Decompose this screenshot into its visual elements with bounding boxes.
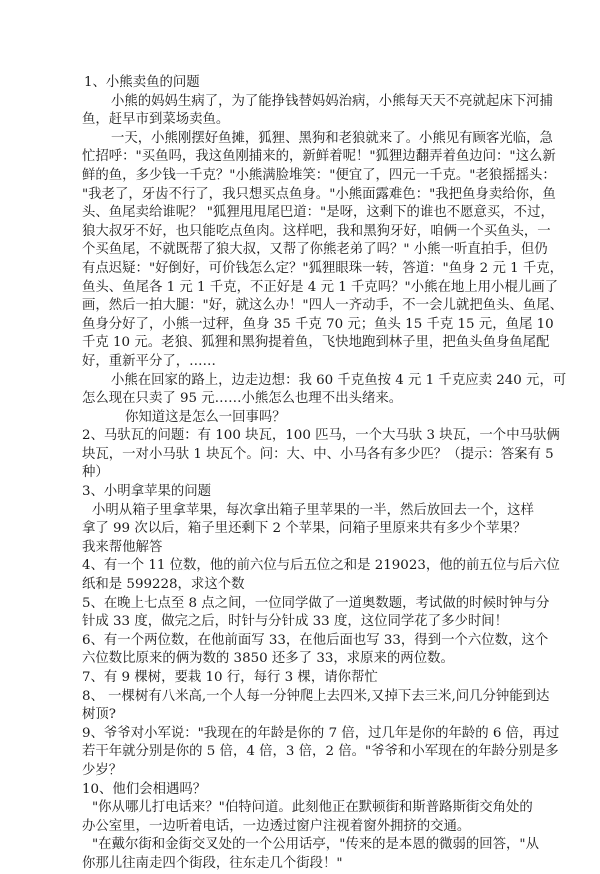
text-line: 有点迟疑："好倒好，可价钱怎么定？"狐狸眼珠一转，答道："鱼身 2 元 1 千克，: [82, 260, 564, 276]
text-line: 鱼头、鱼尾各 1 元 1 千克，不正好是 4 元 1 千克吗？"小熊在地上用小棍儿画了: [82, 279, 559, 295]
text-line: "我老了，牙齿不行了，我只想买点鱼身。"小熊面露难色："我把鱼身卖给你，鱼: [82, 186, 556, 202]
text-line: 一天，小熊刚摆好鱼摊，狐狸、黑狗和老狼就来了。小熊见有顾客光临，急: [111, 130, 553, 146]
text-line: 鲜的鱼，多少钱一千克？"小熊满脸堆笑："便宜了，四元一千克。"老狼摇摇头：: [82, 167, 556, 183]
text-line: 怎么现在只卖了 95 元……小熊怎么也理不出头绪来。: [82, 391, 403, 407]
text-line: 个买鱼尾，不就既帮了狼大叔，又帮了你熊老弟了吗？" 小熊一听直拍手，但仍: [82, 242, 548, 258]
text-line: 7、有 9 棵树，要栽 10 行，每行 3 棵，请你帮忙: [82, 670, 378, 685]
text-line: 拿了 99 次以后，箱子里还剩下 2 个苹果，问箱子里原来共有多少个苹果？: [82, 521, 527, 537]
text-line: 小熊在回家的路上，边走边想：我 60 千克鱼按 4 元 1 千克应卖 240 元，可: [111, 372, 567, 388]
text-line: 千克 10 元。老狼、狐狸和黑狗提着鱼，飞快地跑到林子里，把鱼头鱼身鱼尾配: [82, 335, 550, 351]
text-line: 纸和是 599228，求这个数: [82, 577, 245, 593]
text-line: 9、爷爷对小军说："我现在的年龄是你的 7 倍，过几年是你的年龄的 6 倍，再过: [82, 725, 560, 741]
text-line: 鱼，赶早市到菜场卖鱼。: [82, 112, 230, 128]
text-line: 树顶?: [82, 707, 116, 723]
text-line: 你知道这是怎么一回事吗？: [125, 409, 286, 425]
text-line: 1、小熊卖鱼的问题: [84, 75, 200, 90]
text-line: 8、 一棵树有八米高,一个人每一分钟爬上去四米,又掉下去三米,问几分钟能到达: [82, 688, 550, 704]
text-line: 2、马驮瓦的问题：有 100 块瓦，100 匹马，一个大马驮 3 块瓦，一个中马驮俩: [82, 428, 560, 444]
text-line: 办公室里，一边听着电话，一边透过窗户注视着窗外拥挤的交通。: [82, 818, 471, 834]
document-page: [82, 74, 567, 874]
text-line: 我来帮他解答: [82, 539, 163, 555]
text-line: 头、鱼尾卖给谁呢？ "狐狸甩甩尾巴道："是呀，这剩下的谁也不愿意买，不过，: [82, 205, 554, 221]
text-line: 10、他们会相遇吗？: [82, 781, 207, 797]
text-line: 忙招呼："买鱼吗，我这鱼刚捕来的，新鲜着呢！"狐狸边翻弄着鱼边问："这么新: [82, 149, 556, 165]
text-line: 小明从箱子里拿苹果，每次拿出箱子里苹果的一半，然后放回去一个，这样: [92, 502, 534, 518]
text-line: 4、有一个 11 位数，他的前六位与后五位之和是 219023，他的前五位与后六位: [82, 558, 560, 574]
text-line: 块瓦，一对小马驮 1 块瓦个。问：大、中、小马各有多少匹？（提示：答案有 5: [82, 446, 554, 462]
text-line: 6、有一个两位数，在他前面写 33，在他后面也写 33，得到一个六位数，这个: [82, 632, 549, 648]
text-line: 5、在晚上七点至 8 点之间，一位同学做了一道奥数题，考试做的时候时钟与分: [82, 595, 550, 611]
text-line: 少岁？: [82, 762, 123, 778]
text-line: 种）: [82, 465, 109, 481]
text-line: 若干年就分别是你的 5 倍，4 倍，3 倍，2 倍。"爷爷和小军现在的年龄分别是多: [82, 744, 559, 760]
text-line: 画，然后一拍大腿："好，就这么办！"四人一齐动手，不一会儿就把鱼头、鱼尾、: [82, 298, 563, 314]
text-line: 狼大叔牙不好，也只能吃点鱼肉。这样吧，我和黑狗牙好，咱俩一个买鱼头，一: [82, 223, 551, 239]
text-line: "你从哪儿打电话来？"伯特问道。此刻他正在默顿街和斯普路斯街交角处的: [92, 800, 533, 816]
text-line: 小熊的妈妈生病了，为了能挣钱替妈妈治病，小熊每天天不亮就起床下河捕: [111, 93, 553, 109]
text-line: 好，重新平分了，……: [82, 353, 216, 369]
text-line: "在戴尔街和金街交叉处的一个公用话亭，"传来的是本恩的微弱的回答，"从: [92, 837, 539, 853]
text-line: 3、小明拿苹果的问题: [82, 484, 212, 500]
text-line: 你那儿往南走四个街段，往东走几个街段！": [82, 855, 343, 871]
text-line: 针成 33 度，做完之后，时针与分针成 33 度，这位同学花了多少时间！: [82, 614, 509, 630]
text-line: 六位数比原来的俩为数的 3850 还多了 33，求原来的两位数。: [82, 651, 454, 667]
text-line: 鱼身分好了，小熊一过秤，鱼身 35 千克 70 元；鱼头 15 千克 15 元，鱼尾 10: [82, 316, 554, 332]
